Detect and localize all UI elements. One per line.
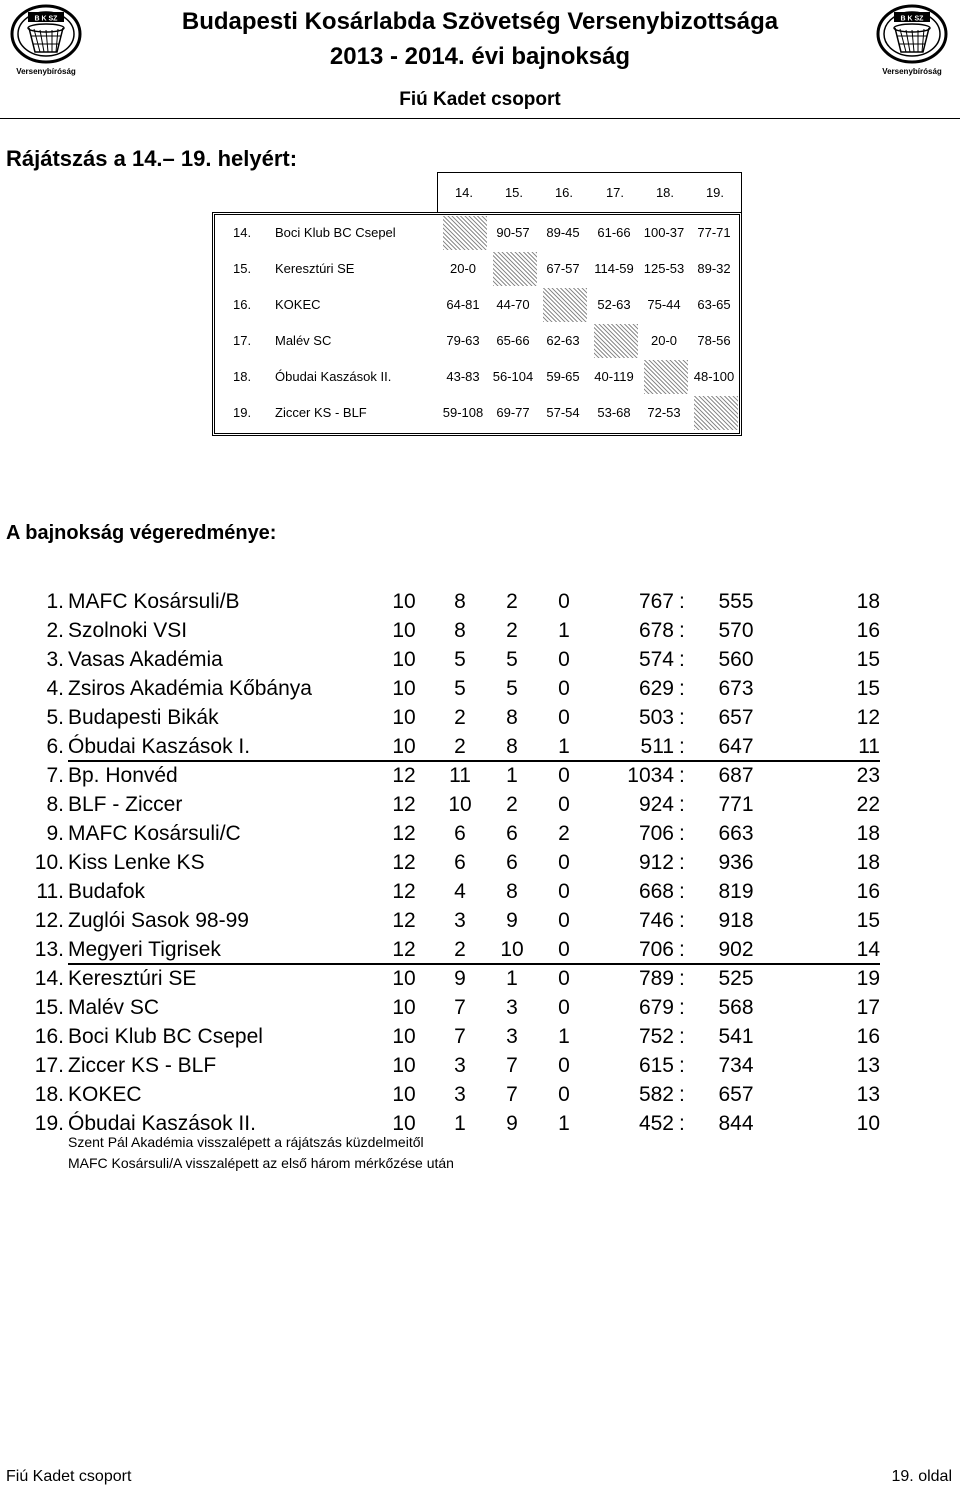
team-name: Zsiros Akadémia Kőbánya: [68, 677, 312, 700]
table-points: 17: [856, 996, 880, 1019]
logo-caption: Versenybíróság: [882, 67, 942, 76]
played: 12: [392, 793, 416, 816]
table-points: 10: [856, 1112, 880, 1135]
logo-caption: Versenybíróság: [16, 67, 76, 76]
team-name: Óbudai Kaszások II.: [68, 1112, 256, 1135]
score-separator: :: [679, 706, 685, 729]
points-for: 615: [638, 1054, 674, 1077]
extra-column: 2: [558, 822, 570, 845]
score-separator: :: [679, 967, 685, 990]
score-separator: :: [679, 1112, 685, 1135]
playoff-title: Rájátszás a 14.– 19. helyért:: [6, 146, 298, 171]
won: 6: [454, 822, 466, 845]
team-name: MAFC Kosársuli/C: [68, 822, 241, 845]
points-for: 503: [638, 706, 674, 729]
table-points: 18: [856, 590, 880, 613]
played: 12: [392, 822, 416, 845]
played: 12: [392, 938, 416, 961]
standings-row: [0, 793, 960, 822]
played: 10: [392, 1112, 416, 1135]
lost: 5: [506, 648, 518, 671]
score-separator: :: [679, 677, 685, 700]
points-for: 582: [638, 1083, 674, 1106]
rank: 8.: [46, 793, 64, 816]
extra-column: 1: [558, 735, 570, 758]
points-for: 668: [638, 880, 674, 903]
team-name: BLF - Ziccer: [68, 793, 183, 816]
column-header: 17.: [605, 185, 625, 200]
table-points: 18: [856, 851, 880, 874]
standings-row: [0, 909, 960, 938]
score-cell: 125-53: [643, 261, 685, 276]
playoff-rank: 19.: [233, 405, 252, 420]
lost: 8: [506, 880, 518, 903]
score-cell: 77-71: [697, 225, 731, 240]
extra-column: 1: [558, 1112, 570, 1135]
score-separator: :: [679, 880, 685, 903]
rank: 6.: [46, 735, 64, 758]
score-separator: :: [679, 648, 685, 671]
points-against: 819: [718, 880, 754, 903]
table-points: 13: [856, 1054, 880, 1077]
score-cell: 114-59: [594, 261, 634, 276]
score-cell: 20-0: [650, 333, 678, 348]
won: 3: [454, 1083, 466, 1106]
rank: 10.: [34, 851, 64, 874]
extra-column: 0: [558, 590, 570, 613]
team-name: Bp. Honvéd: [68, 764, 178, 787]
points-against: 663: [718, 822, 754, 845]
lost: 3: [506, 1025, 518, 1048]
score-separator: :: [679, 619, 685, 642]
points-for: 679: [638, 996, 674, 1019]
won: 2: [454, 938, 466, 961]
won: 4: [454, 880, 466, 903]
standings-row: [0, 967, 960, 996]
rank: 18.: [34, 1083, 64, 1106]
table-points: 22: [856, 793, 880, 816]
points-against: 657: [718, 1083, 754, 1106]
score-cell: 63-65: [697, 297, 731, 312]
team-name: Budapesti Bikák: [68, 706, 219, 729]
team-name: MAFC Kosársuli/B: [68, 590, 240, 613]
played: 10: [392, 706, 416, 729]
points-for: 924: [638, 793, 674, 816]
points-against: 647: [718, 735, 754, 758]
score-cell: 72-53: [647, 405, 681, 420]
table-points: 16: [856, 619, 880, 642]
points-for: 629: [638, 677, 674, 700]
points-against: 936: [718, 851, 754, 874]
playoff-row: [215, 323, 745, 359]
won: 3: [454, 1054, 466, 1077]
standings-row: [0, 996, 960, 1025]
table-points: 18: [856, 822, 880, 845]
won: 3: [454, 909, 466, 932]
points-against: 771: [718, 793, 754, 816]
table-points: 11: [858, 735, 880, 758]
played: 10: [392, 677, 416, 700]
won: 8: [454, 590, 466, 613]
score-cell: 61-66: [597, 225, 631, 240]
playoff-column-header: [437, 172, 742, 212]
rank: 1.: [46, 590, 64, 613]
playoff-team: Ziccer KS - BLF: [275, 405, 367, 420]
standings-row: [0, 590, 960, 619]
points-against: 525: [718, 967, 754, 990]
extra-column: 0: [558, 1083, 570, 1106]
points-for: 767: [638, 590, 674, 613]
group-separator-line: [68, 760, 880, 762]
team-name: Boci Klub BC Csepel: [68, 1025, 263, 1048]
table-points: 16: [856, 1025, 880, 1048]
playoff-rank: 17.: [233, 333, 252, 348]
rank: 16.: [34, 1025, 64, 1048]
score-separator: :: [679, 851, 685, 874]
standings-row: [0, 880, 960, 909]
points-for: 912: [638, 851, 674, 874]
won: 7: [454, 996, 466, 1019]
extra-column: 0: [558, 967, 570, 990]
score-cell: 67-57: [546, 261, 580, 276]
lost: 5: [506, 677, 518, 700]
rank: 5.: [46, 706, 64, 729]
extra-column: 0: [558, 996, 570, 1019]
won: 5: [454, 677, 466, 700]
lost: 10: [500, 938, 524, 961]
score-cell: 44-70: [496, 297, 530, 312]
playoff-row: [215, 359, 745, 395]
logo-badge-text: B K SZ: [900, 15, 924, 23]
team-name: Óbudai Kaszások I.: [68, 735, 251, 758]
lost: 8: [506, 735, 518, 758]
lost: 7: [506, 1083, 518, 1106]
playoff-row: [215, 251, 745, 287]
points-against: 918: [718, 909, 754, 932]
rank: 19.: [34, 1112, 64, 1135]
rank: 12.: [34, 909, 64, 932]
rank: 4.: [46, 677, 64, 700]
column-header: 15.: [504, 185, 524, 200]
lost: 1: [506, 764, 518, 787]
extra-column: 0: [558, 793, 570, 816]
points-for: 678: [638, 619, 674, 642]
season-title: 2013 - 2014. évi bajnokság: [329, 43, 631, 70]
standings-row: [0, 1054, 960, 1083]
score-cell: 43-83: [446, 369, 480, 384]
withdrawal-note: MAFC Kosársuli/A visszalépett az első három mérkőzése után: [68, 1155, 454, 1171]
played: 12: [392, 909, 416, 932]
playoff-rank: 18.: [233, 369, 252, 384]
playoff-row: [215, 395, 745, 431]
rank: 13.: [34, 938, 64, 961]
score-separator: :: [679, 1054, 685, 1077]
playoff-team: Boci Klub BC Csepel: [275, 225, 396, 240]
score-cell: 59-65: [546, 369, 580, 384]
team-name: Ziccer KS - BLF: [68, 1054, 217, 1077]
score-cell: 20-0: [449, 261, 477, 276]
standings-row: [0, 619, 960, 648]
points-against: 555: [718, 590, 754, 613]
team-name: KOKEC: [68, 1083, 142, 1106]
score-separator: :: [679, 735, 685, 758]
played: 10: [392, 1025, 416, 1048]
score-separator: :: [679, 764, 685, 787]
score-cell: 52-63: [597, 297, 631, 312]
playoff-team: Malév SC: [275, 333, 332, 348]
footer-group: Fiú Kadet csoport: [6, 1468, 132, 1485]
team-name: Kiss Lenke KS: [68, 851, 205, 874]
played: 10: [392, 1054, 416, 1077]
won: 9: [454, 967, 466, 990]
points-for: 1034: [627, 764, 674, 787]
score-cell: 89-45: [546, 225, 580, 240]
score-cell: 75-44: [647, 297, 681, 312]
extra-column: 0: [558, 909, 570, 932]
standings-title: A bajnokság végeredménye:: [6, 522, 277, 544]
score-cell: 62-63: [546, 333, 580, 348]
points-against: 902: [718, 938, 754, 961]
playoff-cross-table: [212, 212, 742, 436]
table-points: 19: [856, 967, 880, 990]
won: 10: [448, 793, 472, 816]
points-against: 673: [718, 677, 754, 700]
header-divider: [0, 118, 960, 119]
group-separator-line: [68, 963, 880, 965]
rank: 14.: [34, 967, 64, 990]
standings-row: [0, 851, 960, 880]
won: 2: [454, 706, 466, 729]
standings-row: [0, 706, 960, 735]
group-title: Fiú Kadet csoport: [399, 89, 561, 110]
table-points: 13: [856, 1083, 880, 1106]
points-for: 746: [638, 909, 674, 932]
score-cell: 53-68: [597, 405, 631, 420]
logo-badge-text: B K SZ: [34, 15, 58, 23]
extra-column: 0: [558, 677, 570, 700]
won: 5: [454, 648, 466, 671]
played: 10: [392, 967, 416, 990]
score-cell: 59-108: [442, 405, 484, 420]
lost: 9: [506, 909, 518, 932]
playoff-team: KOKEC: [275, 297, 321, 312]
score-separator: :: [679, 793, 685, 816]
points-against: 560: [718, 648, 754, 671]
score-separator: :: [679, 822, 685, 845]
played: 10: [392, 590, 416, 613]
extra-column: 0: [558, 1054, 570, 1077]
score-cell: 78-56: [697, 333, 731, 348]
column-header: 16.: [554, 185, 574, 200]
rank: 2.: [46, 619, 64, 642]
rank: 17.: [34, 1054, 64, 1077]
team-name: Budafok: [68, 880, 146, 903]
team-name: Malév SC: [68, 996, 160, 1019]
played: 12: [392, 851, 416, 874]
won: 7: [454, 1025, 466, 1048]
withdrawal-note: Szent Pál Akadémia visszalépett a rájátszás küzdelmeitől: [68, 1134, 424, 1150]
rank: 9.: [46, 822, 64, 845]
rank: 11.: [36, 880, 64, 903]
team-name: Megyeri Tigrisek: [68, 938, 221, 961]
score-cell: 57-54: [546, 405, 580, 420]
score-cell: 89-32: [697, 261, 731, 276]
played: 10: [392, 648, 416, 671]
extra-column: 0: [558, 938, 570, 961]
extra-column: 0: [558, 764, 570, 787]
lost: 2: [506, 619, 518, 642]
playoff-row: [215, 287, 745, 323]
standings-row: [0, 1083, 960, 1112]
points-against: 734: [718, 1054, 754, 1077]
score-cell: 40-119: [594, 369, 634, 384]
score-cell: 64-81: [446, 297, 480, 312]
playoff-rank: 15.: [233, 261, 252, 276]
standings-row: [0, 822, 960, 851]
score-cell: 69-77: [496, 405, 530, 420]
score-separator: :: [679, 996, 685, 1019]
rank: 15.: [34, 996, 64, 1019]
won: 2: [454, 735, 466, 758]
won: 1: [454, 1112, 466, 1135]
table-points: 15: [856, 909, 880, 932]
points-against: 657: [718, 706, 754, 729]
played: 10: [392, 996, 416, 1019]
won: 11: [449, 764, 471, 787]
score-cell: 79-63: [446, 333, 480, 348]
score-separator: :: [679, 1083, 685, 1106]
table-points: 15: [856, 677, 880, 700]
playoff-rank: 16.: [233, 297, 252, 312]
rank: 3.: [46, 648, 64, 671]
lost: 1: [506, 967, 518, 990]
played: 10: [392, 735, 416, 758]
team-name: Zuglói Sasok 98-99: [68, 909, 249, 932]
table-points: 23: [856, 764, 880, 787]
extra-column: 0: [558, 706, 570, 729]
federation-title: Budapesti Kosárlabda Szövetség Versenybizottsága: [181, 8, 779, 35]
points-for: 452: [638, 1112, 674, 1135]
lost: 2: [506, 590, 518, 613]
lost: 6: [506, 822, 518, 845]
table-points: 14: [856, 938, 880, 961]
points-for: 706: [638, 938, 674, 961]
extra-column: 0: [558, 648, 570, 671]
played: 12: [392, 764, 416, 787]
extra-column: 0: [558, 880, 570, 903]
lost: 9: [506, 1112, 518, 1135]
points-for: 706: [638, 822, 674, 845]
page-number: 19. oldal: [891, 1468, 952, 1485]
playoff-row: [215, 215, 745, 251]
lost: 6: [506, 851, 518, 874]
rank: 7.: [46, 764, 64, 787]
column-header: 18.: [655, 185, 675, 200]
team-name: Szolnoki VSI: [68, 619, 188, 642]
extra-column: 1: [558, 619, 570, 642]
score-separator: :: [679, 909, 685, 932]
standings-row: [0, 648, 960, 677]
extra-column: 0: [558, 851, 570, 874]
lost: 8: [506, 706, 518, 729]
score-cell: 48-100: [693, 369, 735, 384]
points-for: 511: [640, 735, 674, 758]
points-against: 687: [718, 764, 754, 787]
points-against: 541: [718, 1025, 754, 1048]
lost: 7: [506, 1054, 518, 1077]
score-separator: :: [679, 938, 685, 961]
column-header: 14.: [454, 185, 474, 200]
lost: 2: [506, 793, 518, 816]
team-name: Vasas Akadémia: [68, 648, 223, 671]
column-header: 19.: [705, 185, 725, 200]
points-against: 568: [718, 996, 754, 1019]
lost: 3: [506, 996, 518, 1019]
points-for: 574: [638, 648, 674, 671]
table-points: 12: [856, 706, 880, 729]
points-against: 844: [718, 1112, 754, 1135]
score-cell: 65-66: [496, 333, 530, 348]
points-for: 789: [638, 967, 674, 990]
score-cell: 100-37: [643, 225, 685, 240]
extra-column: 1: [558, 1025, 570, 1048]
won: 6: [454, 851, 466, 874]
score-cell: 90-57: [496, 225, 530, 240]
table-points: 16: [856, 880, 880, 903]
table-points: 15: [856, 648, 880, 671]
standings-row: [0, 1025, 960, 1054]
score-separator: :: [679, 1025, 685, 1048]
standings-row: [0, 764, 960, 793]
score-cell: 56-104: [492, 369, 534, 384]
standings-row: [0, 677, 960, 706]
playoff-team: Keresztúri SE: [275, 261, 355, 276]
score-separator: :: [679, 590, 685, 613]
playoff-rank: 14.: [233, 225, 252, 240]
won: 8: [454, 619, 466, 642]
played: 10: [392, 1083, 416, 1106]
played: 10: [392, 619, 416, 642]
team-name: Keresztúri SE: [68, 967, 197, 990]
points-against: 570: [718, 619, 754, 642]
points-for: 752: [638, 1025, 674, 1048]
played: 12: [392, 880, 416, 903]
playoff-team: Óbudai Kaszások II.: [275, 369, 392, 384]
